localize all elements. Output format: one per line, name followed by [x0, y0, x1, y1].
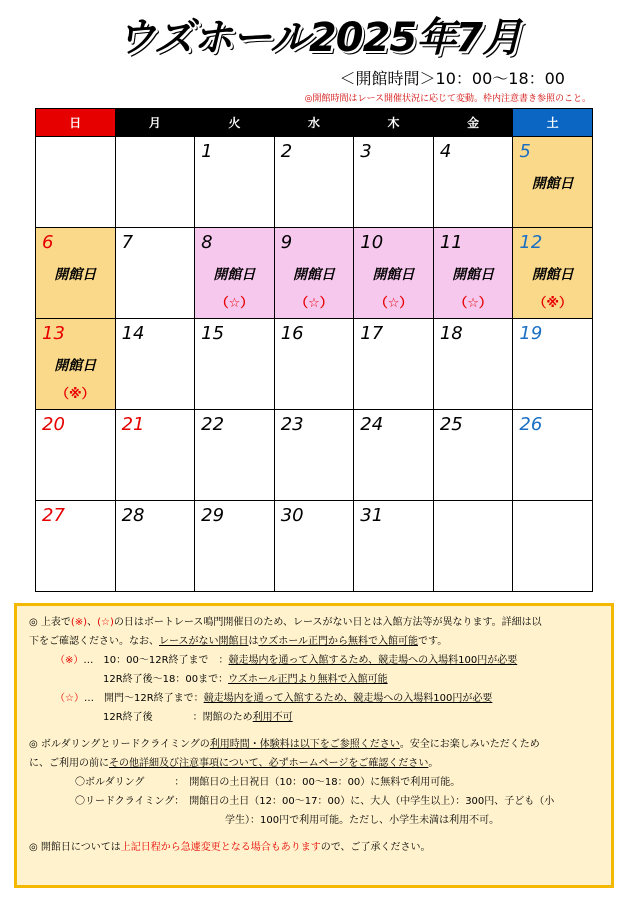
text: 利用時間・体験料は以下をご参照ください	[209, 739, 400, 750]
text: の日はボートレース鳴門開催日のため、レースがない日とは入館方法等が異なります。詳細は以	[113, 617, 542, 628]
text: その他詳細及び注意事項について、必ずホームページをご確認ください	[109, 758, 429, 769]
calendar-day-cell	[274, 319, 354, 410]
calendar-day-cell	[433, 228, 513, 319]
calendar-week-row	[36, 501, 593, 592]
race-day-mark: （☆）	[374, 296, 413, 311]
weekday-mon: 月	[115, 109, 195, 137]
kome-line-1	[29, 651, 599, 670]
calendar-week-row	[36, 319, 593, 410]
text: 。安全にお楽しみいただくため	[399, 739, 540, 750]
open-day-label: 開館日	[372, 267, 415, 283]
text: 、	[87, 617, 98, 628]
weekday-header-row	[36, 109, 593, 137]
text: 競走場内を通って入館するため、競走場への入場料100円が必要	[203, 693, 493, 704]
text: ウズホール正門から無料で入館可能	[258, 636, 418, 647]
text: ◎ ボルダリングとリードクライミングの	[29, 739, 210, 750]
calendar-day-cell	[513, 410, 593, 501]
calendar-day-cell	[513, 228, 593, 319]
open-day-label: 開館日	[452, 267, 495, 283]
calendar-day-cell	[195, 501, 275, 592]
day-number: 21	[121, 414, 145, 435]
day-number: 9	[280, 232, 293, 253]
text: ◎ 上表で	[29, 617, 71, 628]
calendar-day-cell	[433, 410, 513, 501]
day-number: 28	[121, 505, 145, 526]
calendar-day-cell	[354, 137, 434, 228]
opening-hours: ＜開館時間＞10：00〜18：00	[339, 69, 565, 88]
day-number: 24	[360, 414, 384, 435]
race-day-mark: （☆）	[454, 296, 492, 311]
open-day-label: 開館日	[292, 267, 335, 283]
calendar-day-cell	[433, 501, 513, 592]
day-number: 22	[201, 414, 225, 435]
weekday-sat: 土	[513, 109, 593, 137]
race-day-mark: （※）	[55, 387, 95, 402]
info-paragraph-3	[29, 838, 599, 857]
day-number: 3	[360, 141, 372, 162]
weekday-wed: 水	[274, 109, 354, 137]
day-number: 25	[439, 414, 463, 435]
mark-star: (☆)	[97, 617, 114, 628]
open-day-label: 開館日	[54, 358, 97, 374]
weekday-fri: 金	[433, 109, 513, 137]
calendar-day-cell	[195, 410, 275, 501]
day-number: 4	[439, 141, 452, 162]
text: … 開門〜12R終了まで：	[83, 693, 204, 704]
calendar-day-cell	[513, 319, 593, 410]
text: ◎ 開館日については	[29, 842, 121, 853]
calendar-day-cell	[274, 501, 354, 592]
calendar-day-cell	[115, 501, 195, 592]
calendar-day-cell	[274, 410, 354, 501]
calendar-day-cell	[36, 319, 116, 410]
info-paragraph-2	[29, 735, 599, 773]
text: ウズホール正門より無料で入館可能	[228, 674, 388, 685]
calendar-day-cell	[274, 228, 354, 319]
calendar-week-row	[36, 137, 593, 228]
weekday-thu: 木	[354, 109, 434, 137]
calendar-day-cell	[354, 228, 434, 319]
open-day-label: 開館日	[54, 267, 97, 283]
day-number: 29	[201, 505, 225, 526]
star-line-2	[29, 708, 599, 727]
text: ので、ご了承ください。	[320, 842, 431, 853]
calendar-day-cell	[513, 501, 593, 592]
info-paragraph-1	[29, 613, 599, 651]
text: 12R終了後〜18：00まで：	[103, 674, 229, 685]
day-number: 14	[121, 323, 145, 344]
text: に、ご利用の前に	[29, 758, 109, 769]
day-number: 12	[519, 232, 543, 253]
calendar-day-cell	[36, 137, 116, 228]
text: 利用不可	[252, 712, 293, 723]
calendar-day-cell	[433, 319, 513, 410]
race-day-mark: （※）	[533, 296, 572, 311]
day-number: 11	[439, 232, 463, 253]
calendar-day-cell	[115, 319, 195, 410]
calendar-day-cell	[115, 137, 195, 228]
text: … 10：00〜12R終了まで ：	[83, 655, 229, 666]
race-day-mark: （☆）	[215, 296, 254, 311]
day-number: 2	[280, 141, 293, 162]
star-line-1	[29, 689, 599, 708]
day-number: 26	[519, 414, 543, 435]
text: は	[248, 636, 259, 647]
day-number: 5	[519, 141, 531, 162]
calendar-day-cell	[513, 137, 593, 228]
open-day-label: 開館日	[531, 176, 574, 192]
calendar-day-cell	[115, 228, 195, 319]
calendar-day-cell	[195, 137, 275, 228]
text: です。	[418, 636, 448, 647]
mark-kome: （※）	[55, 655, 84, 666]
weekday-sun: 日	[36, 109, 116, 137]
day-number: 27	[42, 505, 65, 526]
day-number: 7	[121, 232, 134, 253]
text: レースがない開館日	[159, 636, 249, 647]
hours-note: ◎開館時間はレース開催状況に応じて変動。枠内注意書き参照のこと。	[304, 94, 591, 104]
text: 上記日程から急遽変更となる場合もあります	[120, 842, 321, 853]
mark-star: （☆）	[55, 693, 84, 704]
calendar-day-cell	[36, 410, 116, 501]
calendar-day-cell	[115, 410, 195, 501]
calendar-day-cell	[36, 501, 116, 592]
day-number: 30	[280, 505, 304, 526]
kome-line-2	[29, 670, 599, 689]
day-number: 19	[519, 323, 543, 344]
calendar-day-cell	[274, 137, 354, 228]
day-number: 1	[201, 141, 213, 162]
day-number: 13	[42, 323, 65, 344]
calendar-day-cell	[354, 501, 434, 592]
mark-kome: (※)	[70, 617, 88, 628]
calendar-day-cell	[36, 228, 116, 319]
day-number: 8	[201, 232, 213, 253]
race-day-mark: （☆）	[295, 296, 333, 311]
calendar-week-row	[36, 410, 593, 501]
text: 競走場内を通って入館するため、競走場への入場料100円が必要	[228, 655, 518, 666]
text: 12R終了後 ：閉館のため	[103, 712, 253, 723]
calendar-table	[35, 108, 593, 592]
day-number: 17	[360, 323, 384, 344]
day-number: 20	[42, 414, 65, 435]
day-number: 16	[280, 323, 304, 344]
lead-climbing-line-2: 学生）：100円で利用可能。ただし、小学生未満は利用不可。	[225, 815, 500, 826]
calendar-day-cell	[195, 319, 275, 410]
day-number: 10	[360, 232, 384, 253]
text: 下をご確認ください。なお、	[29, 636, 159, 647]
day-number: 6	[42, 232, 54, 253]
weekday-tue: 火	[195, 109, 275, 137]
info-box	[14, 603, 614, 888]
bouldering-line: 〇ボルダリング ： 開館日の土日祝日（10：00〜18：00）に無料で利用可能。	[75, 777, 461, 788]
calendar-day-cell	[354, 319, 434, 410]
calendar-day-cell	[195, 228, 275, 319]
day-number: 31	[360, 505, 384, 526]
open-day-label: 開館日	[213, 267, 256, 283]
text: 。	[428, 758, 439, 769]
day-number: 23	[280, 414, 304, 435]
open-day-label: 開館日	[531, 267, 574, 283]
day-number: 18	[439, 323, 463, 344]
lead-climbing-line: 〇リードクライミング： 開館日の土日（12：00〜17：00）に、大人（中学生以上）：300円、子ども（小	[75, 796, 555, 807]
day-number: 15	[201, 323, 225, 344]
calendar-week-row	[36, 228, 593, 319]
calendar-day-cell	[354, 410, 434, 501]
calendar-day-cell	[433, 137, 513, 228]
page-title: ウズホール2025年7月	[115, 15, 522, 61]
